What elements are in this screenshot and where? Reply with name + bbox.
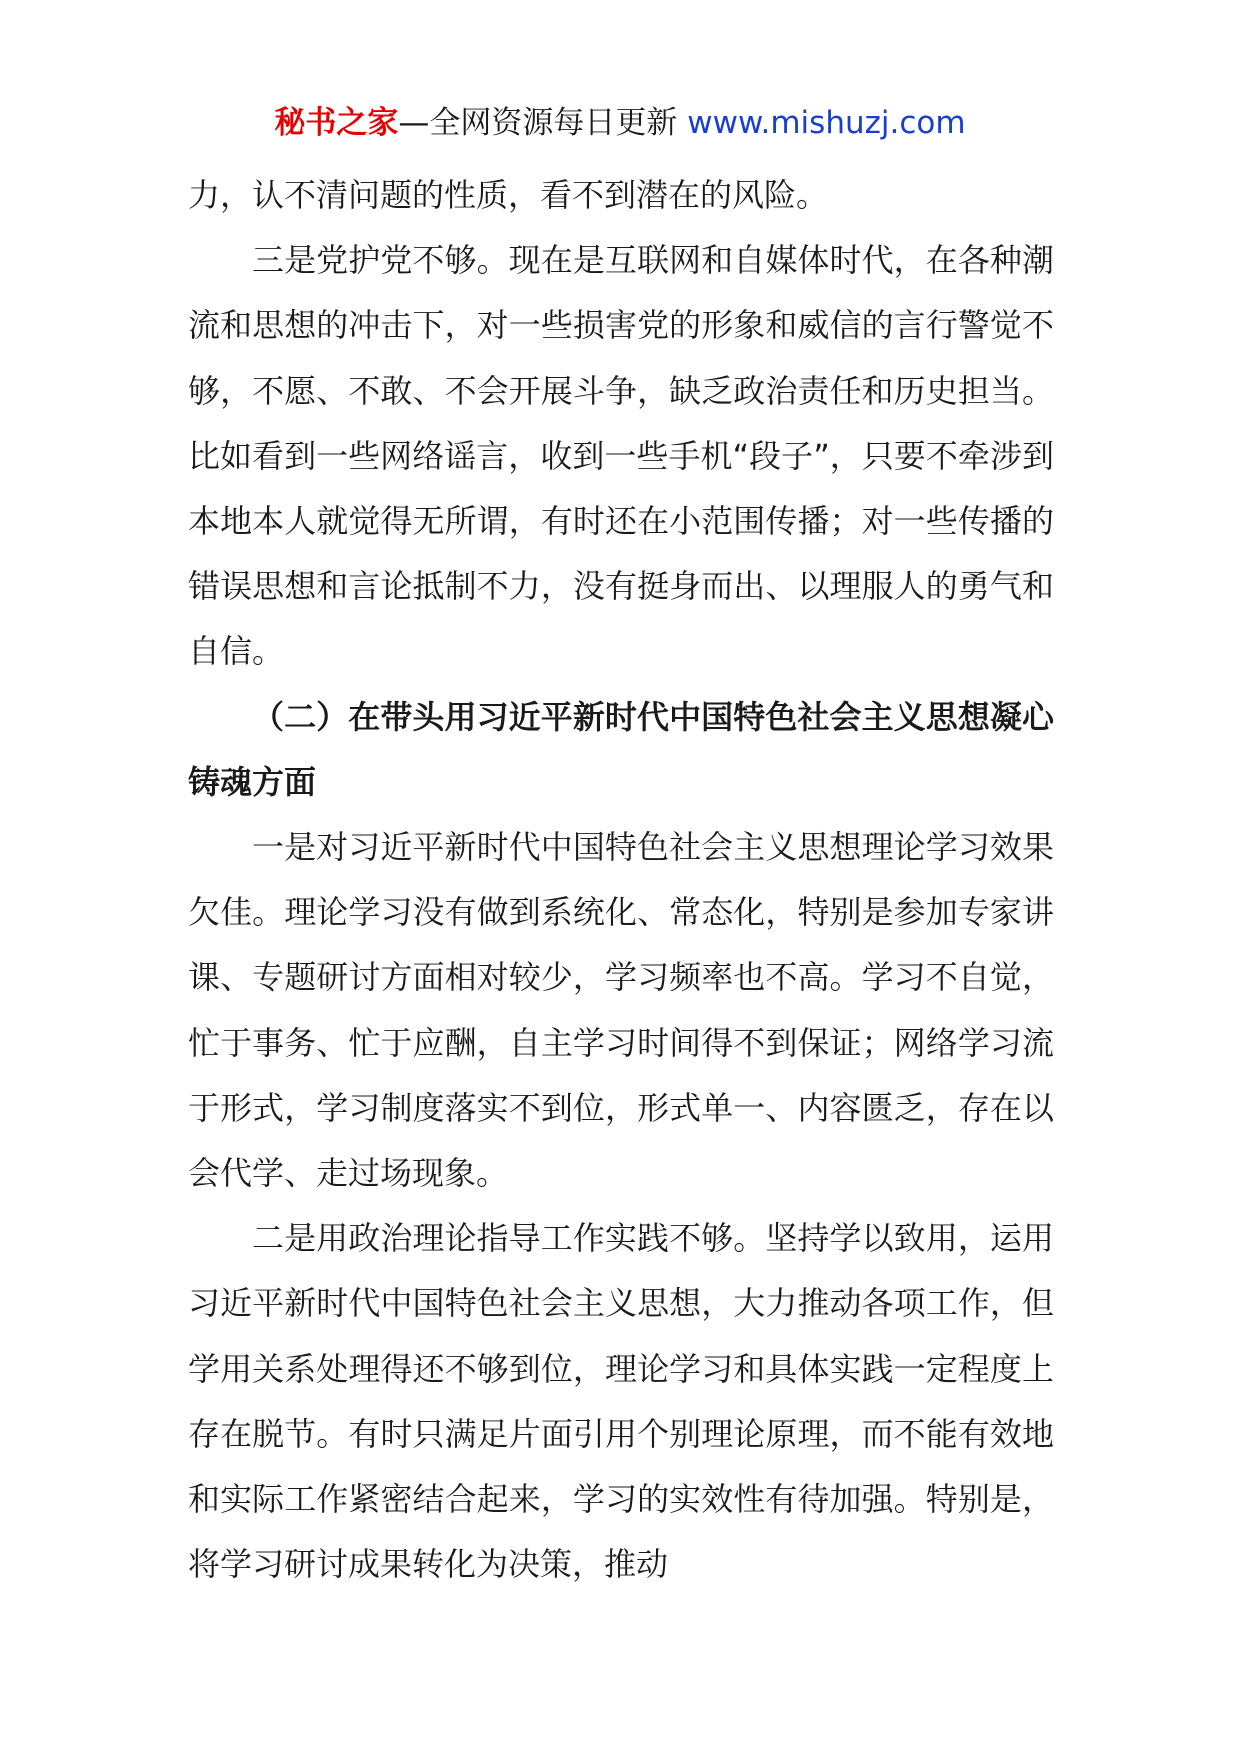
paragraph-point-one: 一是对习近平新时代中国特色社会主义思想理论学习效果欠佳。理论学习没有做到系统化、常态化，特别是参加专家讲课、专题研讨方面相对较少，学习频率也不高。学习不自觉，忙于事务、忙于应酬，自主学习时间得不到保证；网络学习流于形式，学习制度落实不到位，形式单一、内容匮乏，存在以会代学、走过场现象。 [188,828,1054,1193]
site-header [0,98,1240,148]
paragraph-point-three: 三是党护党不够。现在是互联网和自媒体时代，在各种潮流和思想的冲击下，对一些损害党的形象和威信的言行警觉不够，不愿、不敢、不会开展斗争，缺乏政治责任和历史担当。比如看到一些网络谣言，收到一些手机“段子”，只要不牵涉到本地本人就觉得无所谓，有时还在小范围传播；对一些传播的错误思想和言论抵制不力，没有挺身而出、以理服人的勇气和自信。 [188,241,1054,671]
paragraph-continuation: 力，认不清问题的性质，看不到潜在的风险。 [188,176,829,214]
document-body [188,163,1054,1597]
section-heading: （二）在带头用习近平新时代中国特色社会主义思想凝心铸魂方面 [188,697,1054,801]
site-url-link[interactable]: www.mishuzj.com [687,105,966,141]
brand-name: 秘书之家 [274,105,399,141]
paragraph-point-two: 二是用政治理论指导工作实践不够。坚持学以致用，运用习近平新时代中国特色社会主义思想，大力推动各项工作，但学用关系处理得还不够到位，理论学习和具体实践一定程度上存在脱节。有时只满足片面引用个别理论原理，而不能有效地和实际工作紧密结合起来，学习的实效性有待加强。特别是，将学习研讨成果转化为决策，推动 [188,1219,1054,1584]
header-tagline: —全网资源每日更新 [398,105,678,141]
